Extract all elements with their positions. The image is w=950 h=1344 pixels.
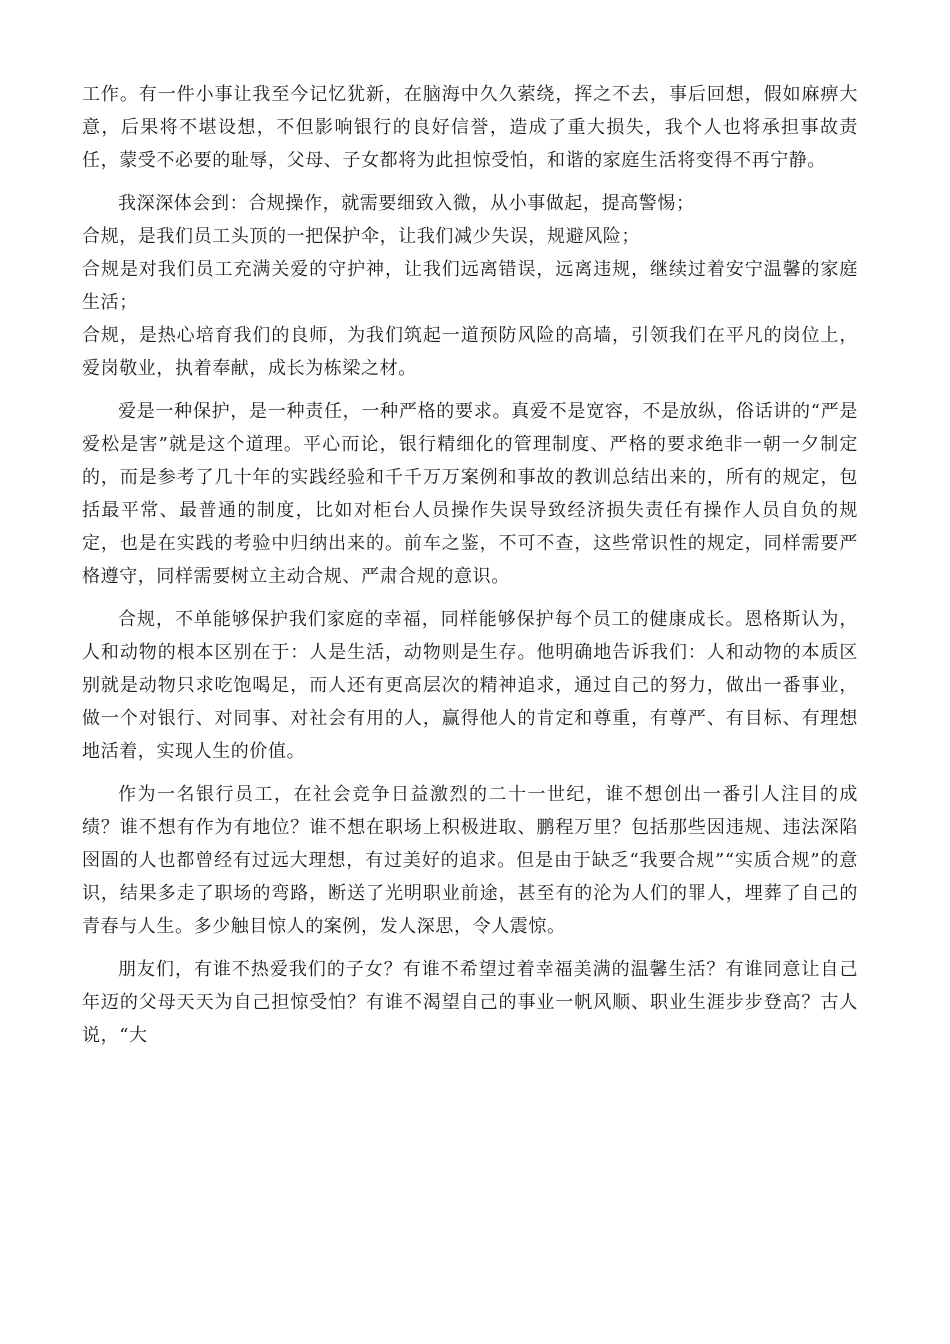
paragraph: 合规，不单能够保护我们家庭的幸福，同样能够保护每个员工的健康成长。恩格斯认为，人和动物的根本区别在于：人是生活，动物则是生存。他明确地告诉我们：人和动物的本质区别就是动物只求吃饱喝足，而人还有更高层次的精神追求，通过自己的努力，做出一番事业，做一个对银行、对同事、对社会有用的人，赢得他人的肯定和尊重，有尊严、有目标、有理想地活着，实现人生的价值。 bbox=[82, 609, 858, 762]
paragraph: 爱是一种保护，是一种责任，一种严格的要求。真爱不是宽容，不是放纵，俗话讲的“严是爱松是害”就是这个道理。平心而论，银行精细化的管理制度、严格的要求绝非一朝一夕制定的，而是参考了几十年的实践经验和千千万万案例和事故的教训总结出来的，所有的规定，包括最平常、最普通的制度，比如对柜台人员操作失误导致经济损失责任有操作人员自负的规定，也是在实践的考验中归纳出来的。前车之鉴，不可不查，这些常识性的规定，同样需要严格遵守，同样需要树立主动合规、严肃合规的意识。 bbox=[82, 401, 858, 587]
paragraph-continuation: 工作。有一件小事让我至今记忆犹新，在脑海中久久萦绕，挥之不去，事后回想，假如麻痹大意，后果将不堪设想，不但影响银行的良好信誉，造成了重大损失，我个人也将承担事故责任，蒙受不必要的耻辱，父母、子女都将为此担惊受怕，和谐的家庭生活将变得不再宁静。 bbox=[82, 84, 858, 171]
list-item: 合规，是我们员工头顶的一把保护伞，让我们减少失误，规避风险； bbox=[82, 226, 640, 247]
paragraph-intro: 我深深体会到：合规操作，就需要细致入微，从小事做起，提高警惕； bbox=[118, 193, 695, 214]
paragraph: 朋友们，有谁不热爱我们的子女？有谁不希望过着幸福美满的温馨生活？有谁同意让自己年迈的父母天天为自己担惊受怕？有谁不渴望自己的事业一帆风顺、职业生涯步步登高？古人说，“大 bbox=[82, 959, 858, 1046]
paragraph: 作为一名银行员工，在社会竞争日益激烈的二十一世纪，谁不想创出一番引人注目的成绩？谁不想有作为有地位？谁不想在职场上积极进取、鹏程万里？包括那些因违规、违法深陷囹圄的人也都曾经有过远大理想，有过美好的追求。但是由于缺乏“我要合规”“实质合规”的意识，结果多走了职场的弯路，断送了光明职业前途，甚至有的沦为人们的罪人，埋葬了自己的青春与人生。多少触目惊人的案例，发人深思，令人震惊。 bbox=[82, 784, 858, 937]
list-item: 合规，是热心培育我们的良师，为我们筑起一道预防风险的高墙，引领我们在平凡的岗位上，爱岗敬业，执着奉献，成长为栋梁之材。 bbox=[82, 325, 858, 379]
list-item: 合规是对我们员工充满关爱的守护神，让我们远离错误，远离违规，继续过着安宁温馨的家庭生活； bbox=[82, 259, 858, 313]
compliance-list bbox=[82, 187, 858, 385]
document-body bbox=[82, 78, 858, 1062]
